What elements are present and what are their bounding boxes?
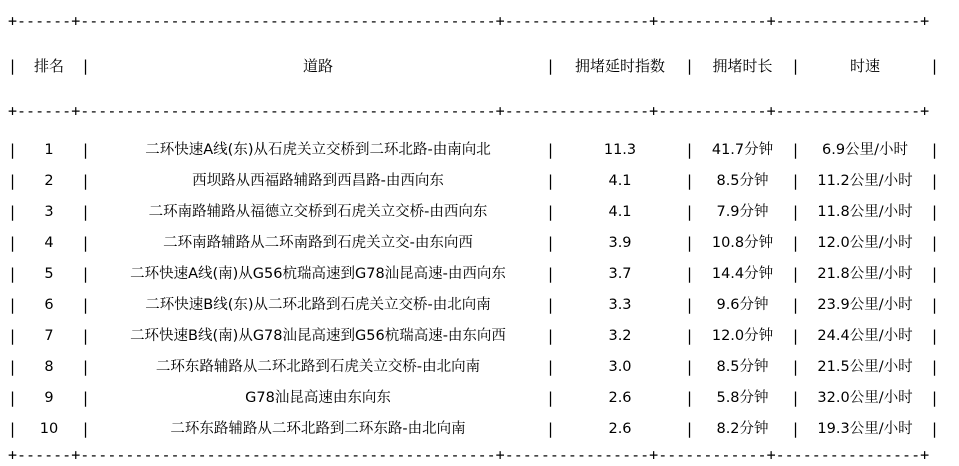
table-row: [8, 134, 951, 165]
border-pipe: |: [8, 233, 18, 252]
cell-road-name: 二环东路辅路从二环北路到石虎关立交桥-由北向南: [155, 358, 481, 375]
table-top-border: [8, 10, 951, 32]
border-pipe: |: [685, 264, 695, 283]
border-pipe: |: [791, 202, 801, 221]
cell-rank: 8: [44, 358, 54, 375]
cell-speed: 6.9公里/小时: [822, 141, 908, 158]
border-pipe: |: [685, 357, 695, 376]
cell-duration: 10.8分钟: [711, 234, 774, 251]
cell-congestion-index: 3.7: [608, 265, 632, 282]
cell-speed: 21.8公里/小时: [817, 265, 913, 282]
border-pipe: |: [791, 233, 801, 252]
column-header-road: 道路: [302, 57, 333, 75]
border-pipe: |: [791, 357, 801, 376]
border-pipe: |: [791, 264, 801, 283]
cell-rank: 9: [44, 389, 54, 406]
border-pipe: |: [8, 140, 18, 159]
border-pipe: |: [546, 264, 556, 283]
cell-rank: 10: [39, 420, 59, 437]
cell-duration: 7.9分钟: [716, 203, 769, 220]
border-pipe: |: [546, 171, 556, 190]
cell-congestion-index: 4.1: [608, 172, 632, 189]
border-pipe: |: [930, 202, 940, 221]
cell-speed: 11.2公里/小时: [817, 172, 913, 189]
cell-road-name: G78汕昆高速由东向东: [245, 389, 391, 406]
border-pipe: |: [930, 419, 940, 438]
column-header-duration: 拥堵时长: [712, 57, 773, 75]
cell-rank: 3: [44, 203, 54, 220]
border-pipe: |: [685, 295, 695, 314]
border-pipe: |: [685, 326, 695, 345]
border-pipe: |: [791, 326, 801, 345]
table-row: [8, 413, 951, 444]
border-pipe: |: [81, 57, 91, 75]
border-pipe: |: [791, 295, 801, 314]
column-header-speed: 时速: [849, 57, 880, 75]
cell-speed: 11.8公里/小时: [817, 203, 913, 220]
border-pipe: |: [930, 171, 940, 190]
table-row: [8, 289, 951, 320]
border-pipe: |: [8, 202, 18, 221]
table-row: [8, 196, 951, 227]
cell-duration: 8.5分钟: [716, 358, 769, 375]
border-pipe: |: [546, 295, 556, 314]
cell-speed: 21.5公里/小时: [817, 358, 913, 375]
cell-duration: 12.0分钟: [711, 327, 774, 344]
border-pipe: |: [685, 140, 695, 159]
cell-congestion-index: 4.1: [608, 203, 632, 220]
cell-congestion-index: 2.6: [608, 389, 632, 406]
cell-road-name: 二环快速A线(南)从G56杭瑞高速到G78汕昆高速-由西向东: [130, 265, 506, 282]
border-pipe: |: [81, 357, 91, 376]
cell-speed: 19.3公里/小时: [817, 420, 913, 437]
table-bottom-border: [8, 444, 951, 466]
border-pipe: |: [81, 233, 91, 252]
cell-road-name: 二环南路辅路从二环南路到石虎关立交-由东向西: [163, 234, 473, 251]
border-pipe: |: [930, 57, 940, 75]
border-pipe: |: [791, 388, 801, 407]
cell-congestion-index: 3.3: [608, 296, 632, 313]
spacer: [8, 122, 951, 134]
border-pipe: |: [685, 388, 695, 407]
border-pipe: |: [8, 326, 18, 345]
rule-text: +------+----------------------------------------------+----------------+------------+----------------+: [8, 446, 930, 464]
border-pipe: |: [81, 140, 91, 159]
cell-duration: 14.4分钟: [711, 265, 774, 282]
table-row: [8, 351, 951, 382]
border-pipe: |: [81, 295, 91, 314]
border-pipe: |: [81, 326, 91, 345]
cell-rank: 7: [44, 327, 54, 344]
border-pipe: |: [791, 419, 801, 438]
spacer: [8, 32, 951, 46]
column-header-congestion-index: 拥堵延时指数: [574, 57, 665, 75]
border-pipe: |: [546, 388, 556, 407]
border-pipe: |: [8, 419, 18, 438]
cell-speed: 12.0公里/小时: [817, 234, 913, 251]
cell-congestion-index: 11.3: [603, 141, 637, 158]
border-pipe: |: [791, 57, 801, 75]
cell-road-name: 二环南路辅路从福德立交桥到石虎关立交桥-由西向东: [148, 203, 488, 220]
cell-road-name: 二环快速B线(东)从二环北路到石虎关立交桥-由北向南: [145, 296, 491, 313]
cell-duration: 8.2分钟: [716, 420, 769, 437]
cell-road-name: 二环快速B线(南)从G78汕昆高速到G56杭瑞高速-由东向西: [130, 327, 506, 344]
cell-congestion-index: 3.9: [608, 234, 632, 251]
border-pipe: |: [930, 326, 940, 345]
cell-congestion-index: 2.6: [608, 420, 632, 437]
cell-speed: 23.9公里/小时: [817, 296, 913, 313]
cell-rank: 1: [44, 141, 54, 158]
border-pipe: |: [930, 140, 940, 159]
spacer: [8, 86, 951, 100]
border-pipe: |: [791, 171, 801, 190]
border-pipe: |: [8, 357, 18, 376]
table-row: [8, 227, 951, 258]
table-row: [8, 258, 951, 289]
cell-congestion-index: 3.0: [608, 358, 632, 375]
cell-duration: 5.8分钟: [716, 389, 769, 406]
cell-duration: 9.6分钟: [716, 296, 769, 313]
cell-rank: 2: [44, 172, 54, 189]
border-pipe: |: [685, 233, 695, 252]
border-pipe: |: [8, 264, 18, 283]
border-pipe: |: [81, 202, 91, 221]
border-pipe: |: [546, 202, 556, 221]
cell-rank: 5: [44, 265, 54, 282]
cell-road-name: 二环东路辅路从二环北路到二环东路-由北向南: [170, 420, 466, 437]
border-pipe: |: [546, 57, 556, 75]
border-pipe: |: [546, 233, 556, 252]
border-pipe: |: [8, 388, 18, 407]
cell-duration: 8.5分钟: [716, 172, 769, 189]
table-row: [8, 165, 951, 196]
border-pipe: |: [546, 357, 556, 376]
border-pipe: |: [685, 419, 695, 438]
cell-speed: 32.0公里/小时: [817, 389, 913, 406]
table-header-separator: [8, 100, 951, 122]
border-pipe: |: [930, 357, 940, 376]
cell-rank: 6: [44, 296, 54, 313]
border-pipe: |: [791, 140, 801, 159]
cell-road-name: 二环快速A线(东)从石虎关立交桥到二环北路-由南向北: [145, 141, 491, 158]
border-pipe: |: [81, 388, 91, 407]
border-pipe: |: [685, 57, 695, 75]
rule-text: +------+----------------------------------------------+----------------+------------+----------------+: [8, 102, 930, 120]
border-pipe: |: [8, 295, 18, 314]
cell-congestion-index: 3.2: [608, 327, 632, 344]
border-pipe: |: [546, 419, 556, 438]
border-pipe: |: [8, 171, 18, 190]
border-pipe: |: [81, 264, 91, 283]
border-pipe: |: [8, 57, 18, 75]
border-pipe: |: [930, 388, 940, 407]
border-pipe: |: [546, 326, 556, 345]
cell-road-name: 西坝路从西福路辅路到西昌路-由西向东: [192, 172, 444, 189]
border-pipe: |: [930, 233, 940, 252]
table-body: [8, 134, 951, 444]
border-pipe: |: [81, 171, 91, 190]
border-pipe: |: [81, 419, 91, 438]
cell-duration: 41.7分钟: [711, 141, 774, 158]
cell-speed: 24.4公里/小时: [817, 327, 913, 344]
table-header-row: [8, 46, 951, 86]
rule-text: +------+----------------------------------------------+----------------+------------+----------------+: [8, 12, 930, 30]
border-pipe: |: [930, 295, 940, 314]
border-pipe: |: [546, 140, 556, 159]
column-header-rank: 排名: [33, 57, 64, 75]
border-pipe: |: [685, 171, 695, 190]
border-pipe: |: [930, 264, 940, 283]
cell-rank: 4: [44, 234, 54, 251]
border-pipe: |: [685, 202, 695, 221]
table-row: [8, 382, 951, 413]
table-row: [8, 320, 951, 351]
